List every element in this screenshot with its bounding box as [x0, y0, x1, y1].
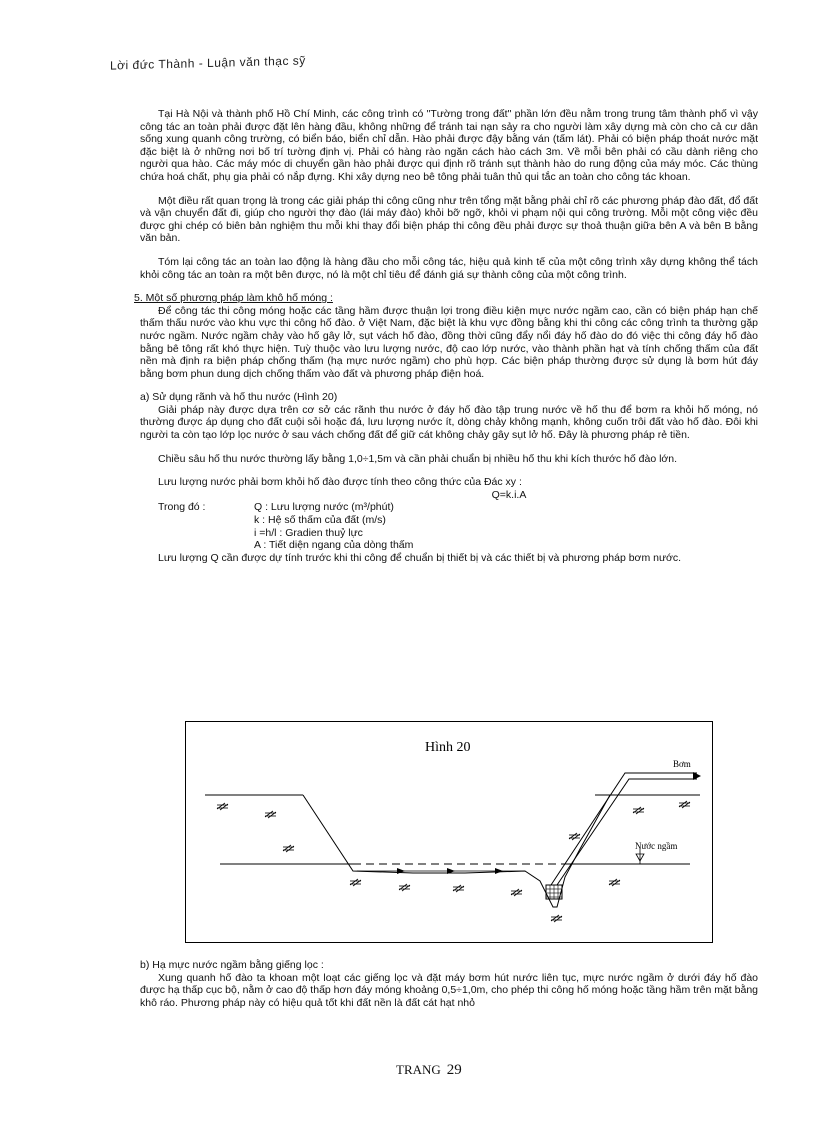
subheading-b: b) Hạ mực nước ngầm bằng giếng lọc :: [140, 959, 324, 971]
paragraph-methods: Một điều rất quan trọng là trong các giải pháp thi công cũng như trên tổng mặt bằng phải chỉ rõ các phương pháp đào đất, đổ đất và vận chuyển đất đi, giúp cho người thợ đào (lái máy đào) khỏi bỡ ngỡ, khỏi vi phạm nội qui công trường. Mỗi một công việc đều được ghi chép có biên bản nghiệm thu mỗi khi thay đổi biện pháp thi công đều phải được sự thoả thuận giữa bên A và bên B bằng văn bản.: [140, 194, 758, 245]
pump-label: Bơm: [673, 759, 691, 769]
paragraph-dewatering-intro: Để công tác thi công móng hoặc các tầng hầm được thuận lợi trong điều kiện mực nước ngầm cao, cần có biện pháp hạn chế thấm thấu nước vào khu vực thi công hố đào. ở Việt Nam, đặc biệt là khu vực đồng bằng khi thi công các công trình ta thường gặp nước ngầm. Nước ngầm chảy vào hố gây lở, sụt vách hố đào, đồng thời cũng đẩy nổi đáy hố đào do đó việc thi công đáy hố đào bằng bê tông rất khó thực hiện. Tuỳ thuộc vào lưu lượng nước, độ cao lớp nước, vào thành phần hạt và tính chống thấm của đất nền mà định ra biện pháp chống thấm (hạ mực nước ngầm) cho phù hợp. Các biện pháp thường được sử dụng là bơm hút đáy bằng bơm phun dung dịch chống thấm vào đất và phương pháp điện hoá.: [140, 304, 758, 380]
paragraph-safety: Tại Hà Nội và thành phố Hồ Chí Minh, các công trình có "Tường trong đất" phần lớn đều nằm trong trung tâm thành phố vì vậy công tác an toàn phải được đặt lên hàng đầu, không những để tránh tai nạn sảy ra cho người làm xây dựng mà còn cho cả cư dân sống xung quanh công trường, có biển báo, biển chỉ dẫn. Hào phải được đậy bằng ván (tấm lát). Phải có biện pháp thoát nước mặt đặc biệt là ở những nơi bố trí tường định vị. Phải có hàng rào ngăn cách hào cách 3m. Về mỗi bên phải có cầu dành riêng cho người qua hào. Các máy móc di chuyển gần hào phải được qui định rõ tránh sụt thành hào do rung động của máy móc. Các thùng chứa hoá chất, phụ gia phải có nắp đựng. Khi xây dựng neo bê tông phải tuân thủ qui tắc an toàn cho công tác khoan.: [140, 108, 758, 183]
document-body-continued: [140, 959, 758, 1020]
figure-20-drawing: [185, 721, 713, 943]
formula-definitions: [158, 501, 758, 551]
def-q: Q : Lưu lượng nước (m³/phút): [254, 501, 394, 514]
page-header: Lời đức Thành - Luận văn thạc sỹ: [110, 53, 306, 73]
page-footer: [396, 1062, 462, 1079]
subheading-a: a) Sử dụng rãnh và hố thu nước (Hình 20): [140, 391, 338, 404]
page-number: 29: [446, 1062, 462, 1078]
def-k: k : Hệ số thấm của đất (m/s): [254, 514, 386, 527]
figure-title: Hình 20: [425, 740, 471, 755]
paragraph-wellpoint: Xung quanh hố đào ta khoan một loạt các giếng lọc và đặt máy bơm hút nước liên tục, mực nước ngầm ở dưới đáy hố đào được hạ thấp cục bộ, nằm ở cao độ thấp hơn đáy móng khoảng 0,5÷1,0m, cho phép thi công hố móng hoặc tầng hầm trên mặt bằng khô ráo. Phương pháp này có hiệu quả tốt khi đất nền là đất cát hạt nhỏ: [140, 971, 758, 1009]
paragraph-sump-depth: Chiều sâu hố thu nước thường lấy bằng 1,0÷1,5m và cần phải chuẩn bị nhiều hố thu khi kích thước hố đào lớn.: [158, 452, 678, 465]
section-heading-5: 5. Một số phương pháp làm khô hố móng :: [134, 292, 333, 305]
soil-hatch-marks: [217, 801, 690, 922]
paragraph-flow-estimate: Lưu lượng Q cần được dự tính trước khi thi công để chuẩn bị thiết bị và các thiết bị và phương pháp bơm nước.: [158, 551, 682, 564]
footer-label: TRANG: [396, 1062, 441, 1077]
trong-do-label: Trong đó :: [158, 501, 206, 514]
figure-20: [185, 721, 713, 943]
def-i: i =h/l : Gradien thuỷ lực: [254, 526, 363, 539]
groundwater-label: Nước ngầm: [635, 841, 678, 851]
paragraph-summary: Tóm lại công tác an toàn lao động là hàng đầu cho mỗi công tác, hiệu quả kinh tế của một công trình xây dựng không thể tách khỏi công tác an toàn ra một bên được, nó là một chỉ tiêu để đánh giá sự thành công của một công trình.: [140, 255, 758, 281]
formula: Q=k.i.A: [491, 488, 527, 501]
document-body: [134, 108, 758, 575]
paragraph-trench-method: Giải pháp này được dựa trên cơ sở các rãnh thu nước ở đáy hố đào tập trung nước về hố thu để bơm ra khỏi hố móng, nó thường được áp dụng cho đất cuội sỏi hoặc đá, lưu lượng nước ít, dòng chảy không mạnh, không cuốn trôi đất vào hố đào. Đôi khi người ta còn tạo lớp lọc nước ở sau vách chống đất để giữ cát không chảy gây sụt lở hố. Đây là phương pháp rẻ tiền.: [140, 403, 758, 442]
paragraph-darcy: Lưu lượng nước phải bơm khỏi hố đào được tính theo công thức của Đác xy :: [158, 476, 522, 489]
def-a: A : Tiết diện ngang của dòng thấm: [254, 539, 414, 552]
